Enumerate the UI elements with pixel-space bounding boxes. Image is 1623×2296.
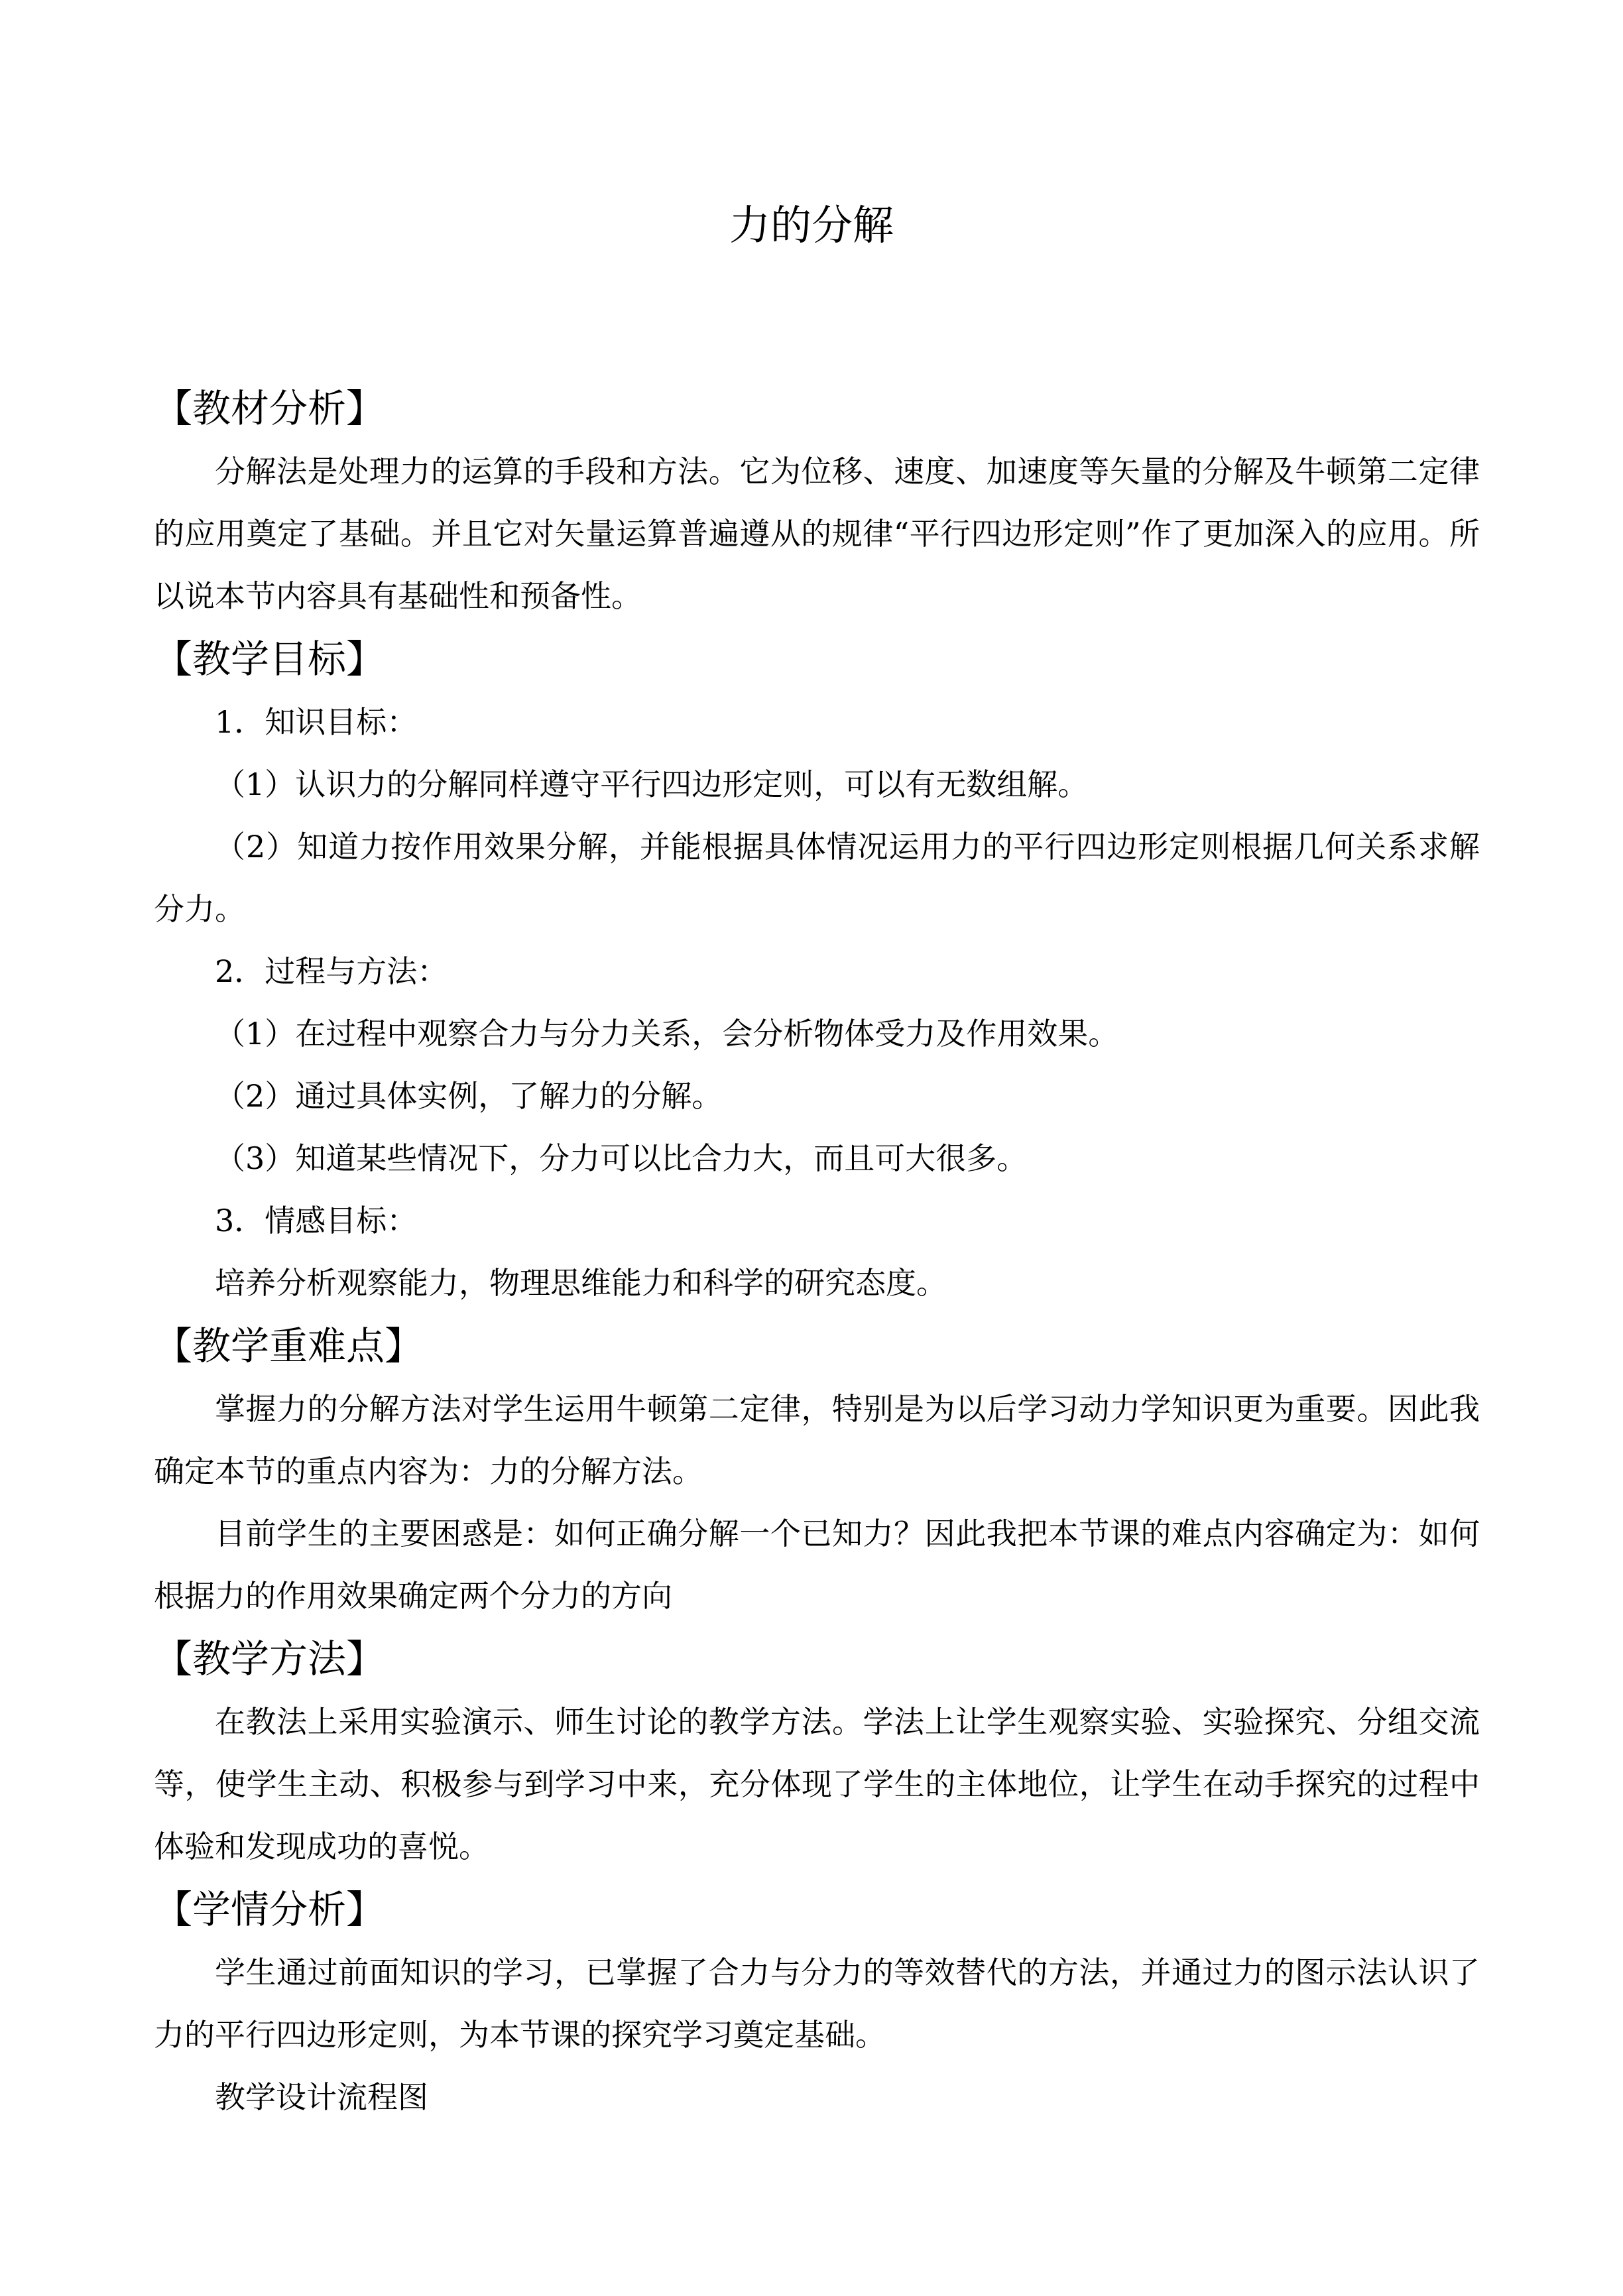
knowledge-objective-item-1: （1）认识力的分解同样遵守平行四边形定则，可以有无数组解。 <box>215 766 1089 802</box>
student-analysis-paragraph: 学生通过前面知识的学习，已掌握了合力与分力的等效替代的方法，并通过力的图示法认识了力的平行四边形定则，为本节课的探究学习奠定基础。 <box>154 1955 1480 2053</box>
key-points-paragraph: 掌握力的分解方法对学生运用牛顿第二定律，特别是为以后学习动力学知识更为重要。因此我确定本节的重点内容为：力的分解方法。 <box>154 1391 1480 1489</box>
section-heading-key-difficult-points: 【教学重难点】 <box>154 1323 424 1368</box>
page-title: 力的分解 <box>729 201 894 249</box>
section-heading-teaching-objectives: 【教学目标】 <box>154 636 385 682</box>
emotion-objective-title: 3．情感目标： <box>215 1203 418 1239</box>
process-method-item-2: （2）通过具体实例，了解力的分解。 <box>215 1078 723 1114</box>
section-heading-textbook-analysis: 【教材分析】 <box>154 386 385 431</box>
teaching-methods-paragraph: 在教法上采用实验演示、师生讨论的教学方法。学法上让学生观察实验、实验探究、分组交流等，使学生主动、积极参与到学习中来，充分体现了学生的主体地位，让学生在动手探究的过程中体验和发现成功的喜悦。 <box>154 1704 1480 1864</box>
knowledge-objective-title: 1．知识目标： <box>215 704 418 740</box>
process-method-item-1: （1）在过程中观察合力与分力关系，会分析物体受力及作用效果。 <box>215 1016 1119 1052</box>
difficult-points-paragraph: 目前学生的主要困惑是：如何正确分解一个已知力？因此我把本节课的难点内容确定为：如何根据力的作用效果确定两个分力的方向 <box>154 1516 1480 1614</box>
process-method-item-3: （3）知道某些情况下，分力可以比合力大，而且可大很多。 <box>215 1140 1028 1176</box>
textbook-analysis-paragraph: 分解法是处理力的运算的手段和方法。它为位移、速度、加速度等矢量的分解及牛顿第二定律的应用奠定了基础。并且它对矢量运算普遍遵从的规律“平行四边形定则”作了更加深入的应用。所以说本节内容具有基础性和预备性。 <box>154 453 1480 614</box>
knowledge-objective-item-2: （2）知道力按作用效果分解，并能根据具体情况运用力的平行四边形定则根据几何关系求解分力。 <box>154 829 1480 927</box>
section-heading-teaching-methods: 【教学方法】 <box>154 1636 385 1681</box>
flowchart-caption: 教学设计流程图 <box>215 2079 428 2115</box>
process-method-title: 2．过程与方法： <box>215 953 448 989</box>
section-heading-student-analysis: 【学情分析】 <box>154 1887 385 1932</box>
document-body <box>154 377 1480 2128</box>
emotion-objective-item-1: 培养分析观察能力，物理思维能力和科学的研究态度。 <box>215 1265 947 1301</box>
